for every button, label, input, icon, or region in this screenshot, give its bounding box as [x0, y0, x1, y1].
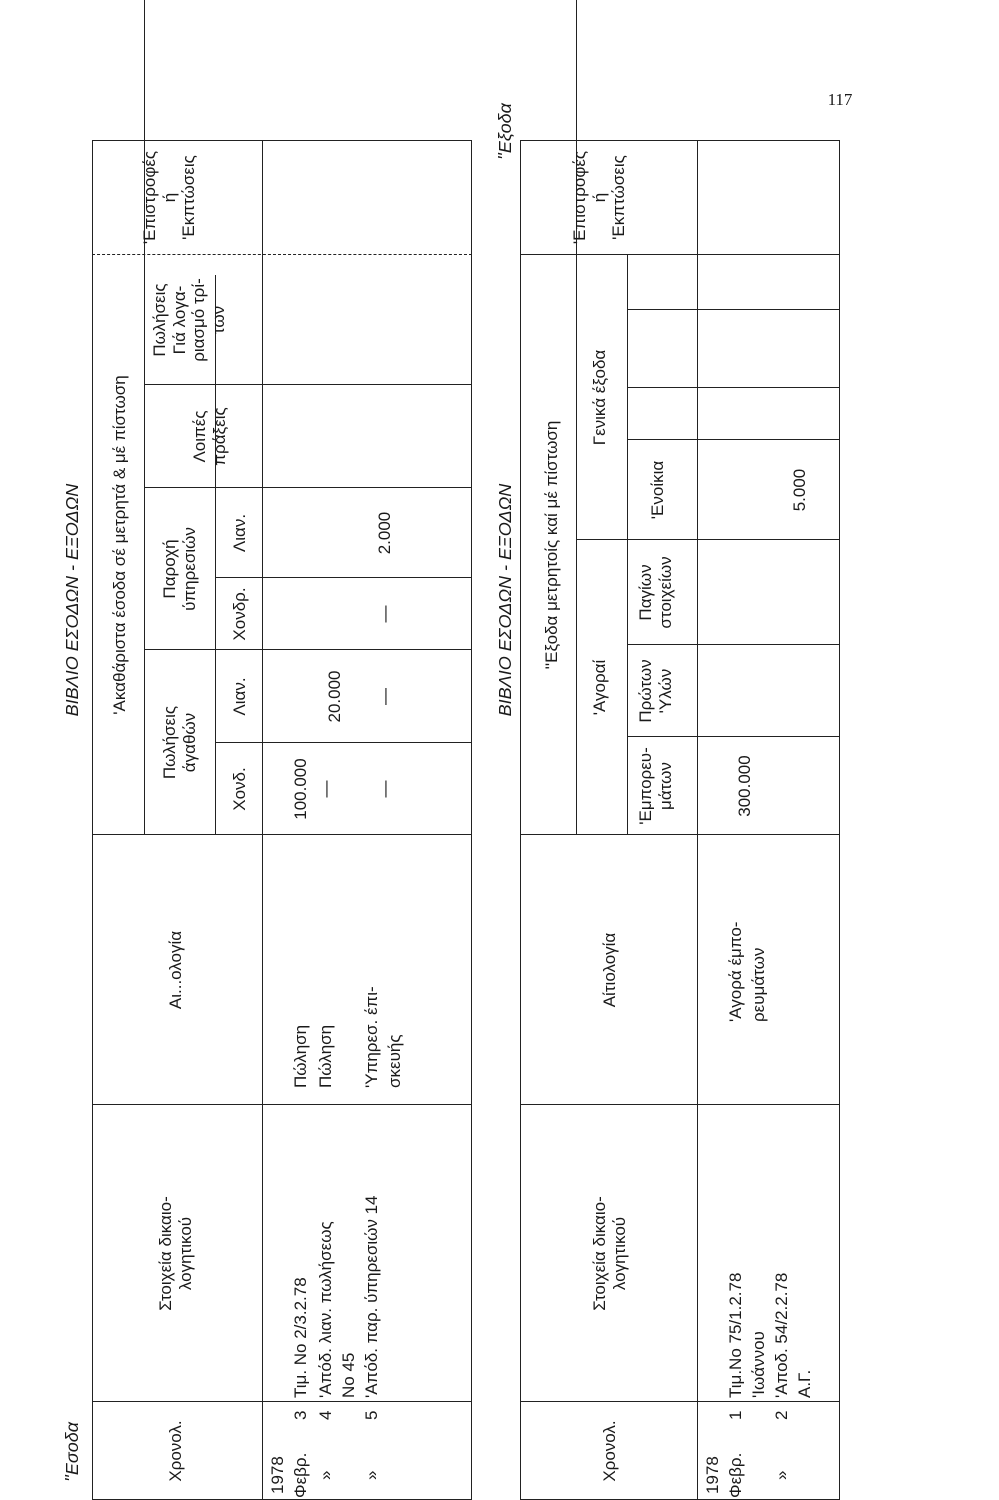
upper-header-divider [262, 140, 263, 1500]
upper-row-doc: Τιμ. Νο 2/3.2.78 [291, 1277, 310, 1398]
lower-col-line [627, 387, 840, 388]
upper-row-lian: 20.000 [325, 670, 344, 723]
lower-row-enoikia: 5.000 [790, 468, 809, 512]
lower-header-agores: 'Αγοραί [590, 659, 609, 716]
upper-header-trites: Πωλήσεις Γιά λογα- ριασμό τρί- των [150, 278, 228, 362]
upper-row-reason: 'Υπηρεσ. έπι- [362, 986, 381, 1088]
upper-row-day: 3 [291, 1410, 310, 1420]
lower-table-title: ΒΙΒΛΙΟ ΕΣΟΔΩΝ - ΕΞΟΔΩΝ [495, 483, 515, 717]
lower-row-reason: 'Αγορά έμπο- [726, 921, 745, 1022]
page-number: 117 [827, 90, 853, 109]
lower-row-doc: 'Αποδ. 54/2.2.78 [772, 1272, 791, 1398]
upper-row-doc-cont: Νο 45 [339, 1352, 358, 1398]
lower-header-divider [697, 140, 698, 1500]
upper-row-ditto: » [316, 1470, 335, 1480]
upper-row-doc: 'Απόδ. λιαν. πωλήσεως [316, 1221, 335, 1398]
upper-col-line [215, 577, 472, 578]
lower-col-line [520, 834, 840, 835]
upper-month: Φεβρ. [291, 1452, 310, 1498]
upper-table-title: ΒΙΒΛΙΟ ΕΣΟΔΩΝ - ΕΞΟΔΩΝ [62, 483, 82, 717]
upper-group-underline [144, 0, 145, 835]
lower-header-emporeum: 'Εμπορευ- μάτων [636, 747, 675, 825]
upper-row-day: 5 [362, 1410, 381, 1420]
upper-row-day: 4 [316, 1410, 335, 1420]
upper-header-epistrofes: 'Επιστροφές ή 'Εκπτώσεις [140, 150, 199, 245]
upper-header-xondr: Χονδρ. [230, 587, 249, 641]
upper-row-reason: Πώληση [291, 1024, 310, 1088]
upper-header-stoixeia: Στοιχεία δικαιο- λογητικού [156, 1196, 195, 1311]
lower-row-doc-cont: Α.Γ. [795, 1369, 814, 1398]
lower-col-line [520, 1401, 840, 1402]
upper-row-lian2: 2.000 [375, 511, 394, 555]
lower-col-line [520, 1104, 840, 1105]
lower-row-reason-cont: ρευμάτων [749, 947, 768, 1022]
lower-header-stoixeia: Στοιχεία δικαιο- λογητικού [590, 1196, 629, 1311]
upper-header-lian2: Λιαν. [230, 513, 249, 553]
lower-row-day: 2 [772, 1410, 791, 1420]
lower-side-label: ''Εξοδα [495, 103, 515, 160]
upper-header-chronol: Χρονολ. [166, 1420, 185, 1482]
upper-col-line [92, 1401, 472, 1402]
upper-header-loipes: Λοιπές πράξεις [190, 407, 229, 466]
lower-subheader-line [627, 255, 628, 835]
lower-row-doc-cont: 'Ιωάννου [749, 1331, 768, 1398]
lower-row-ditto: » [772, 1470, 791, 1480]
upper-table-frame [92, 140, 472, 1500]
upper-row-doc: 'Απόδ. παρ. ύπηρεσιών 14 [362, 1195, 381, 1398]
upper-header-paroxi: Παροχή ύπηρεσιών [160, 527, 199, 611]
upper-header-aitiologia: Αι...ολογία [166, 930, 185, 1010]
upper-header-xond: Χονδ. [230, 767, 249, 811]
lower-header-epistrofes: 'Επιστροφές ή 'Εκπτώσεις [570, 150, 629, 245]
upper-header-group: 'Ακαθάριστα έσοδα σέ μετρητά & μέ πίστωση [110, 375, 129, 715]
upper-row-lian: — [375, 688, 394, 705]
upper-row-reason-cont: σκευής [385, 1034, 404, 1088]
lower-col-line [520, 254, 840, 255]
upper-col-line [92, 1104, 472, 1105]
upper-header-poliseis: Πωλήσεις άγαθών [160, 705, 199, 780]
lower-row-doc: Τιμ.Νο 75/1.2.78 [726, 1272, 745, 1398]
upper-row-xond: — [375, 780, 394, 798]
upper-row-ditto: » [362, 1470, 381, 1480]
upper-row-xond: — [316, 780, 335, 798]
upper-row-reason: Πώληση [316, 1024, 335, 1088]
lower-header-chronol: Χρονολ. [600, 1420, 619, 1482]
lower-row-emporeum: 300.000 [735, 755, 754, 817]
lower-header-group: ''Εξοδα μετρητοίς καί μέ πίστωση [542, 420, 561, 670]
upper-side-label: ''Εσοδα [62, 1421, 82, 1482]
lower-row-day: 1 [726, 1410, 745, 1420]
lower-year: 1978 [703, 1456, 722, 1494]
upper-row-xondr: — [375, 605, 394, 623]
lower-header-enoikia: 'Ενοίκια [648, 460, 667, 520]
lower-table-frame [520, 140, 840, 1500]
lower-col-line [627, 309, 840, 310]
lower-header-aitiologia: Αίτιολογία [600, 932, 619, 1008]
lower-month: Φεβρ. [726, 1452, 745, 1498]
lower-header-pagiwn: Παγίων στοιχείων [636, 556, 675, 629]
upper-col-line [92, 834, 472, 835]
lower-header-protwn: Πρώτων 'Υλών [636, 659, 675, 723]
lower-header-genika: Γενικά έξοδα [590, 349, 609, 446]
upper-header-lian: Λιαν. [230, 677, 249, 716]
upper-row-xond: 100.000 [291, 758, 310, 820]
upper-year: 1978 [268, 1456, 287, 1494]
lower-group-underline [576, 0, 577, 835]
